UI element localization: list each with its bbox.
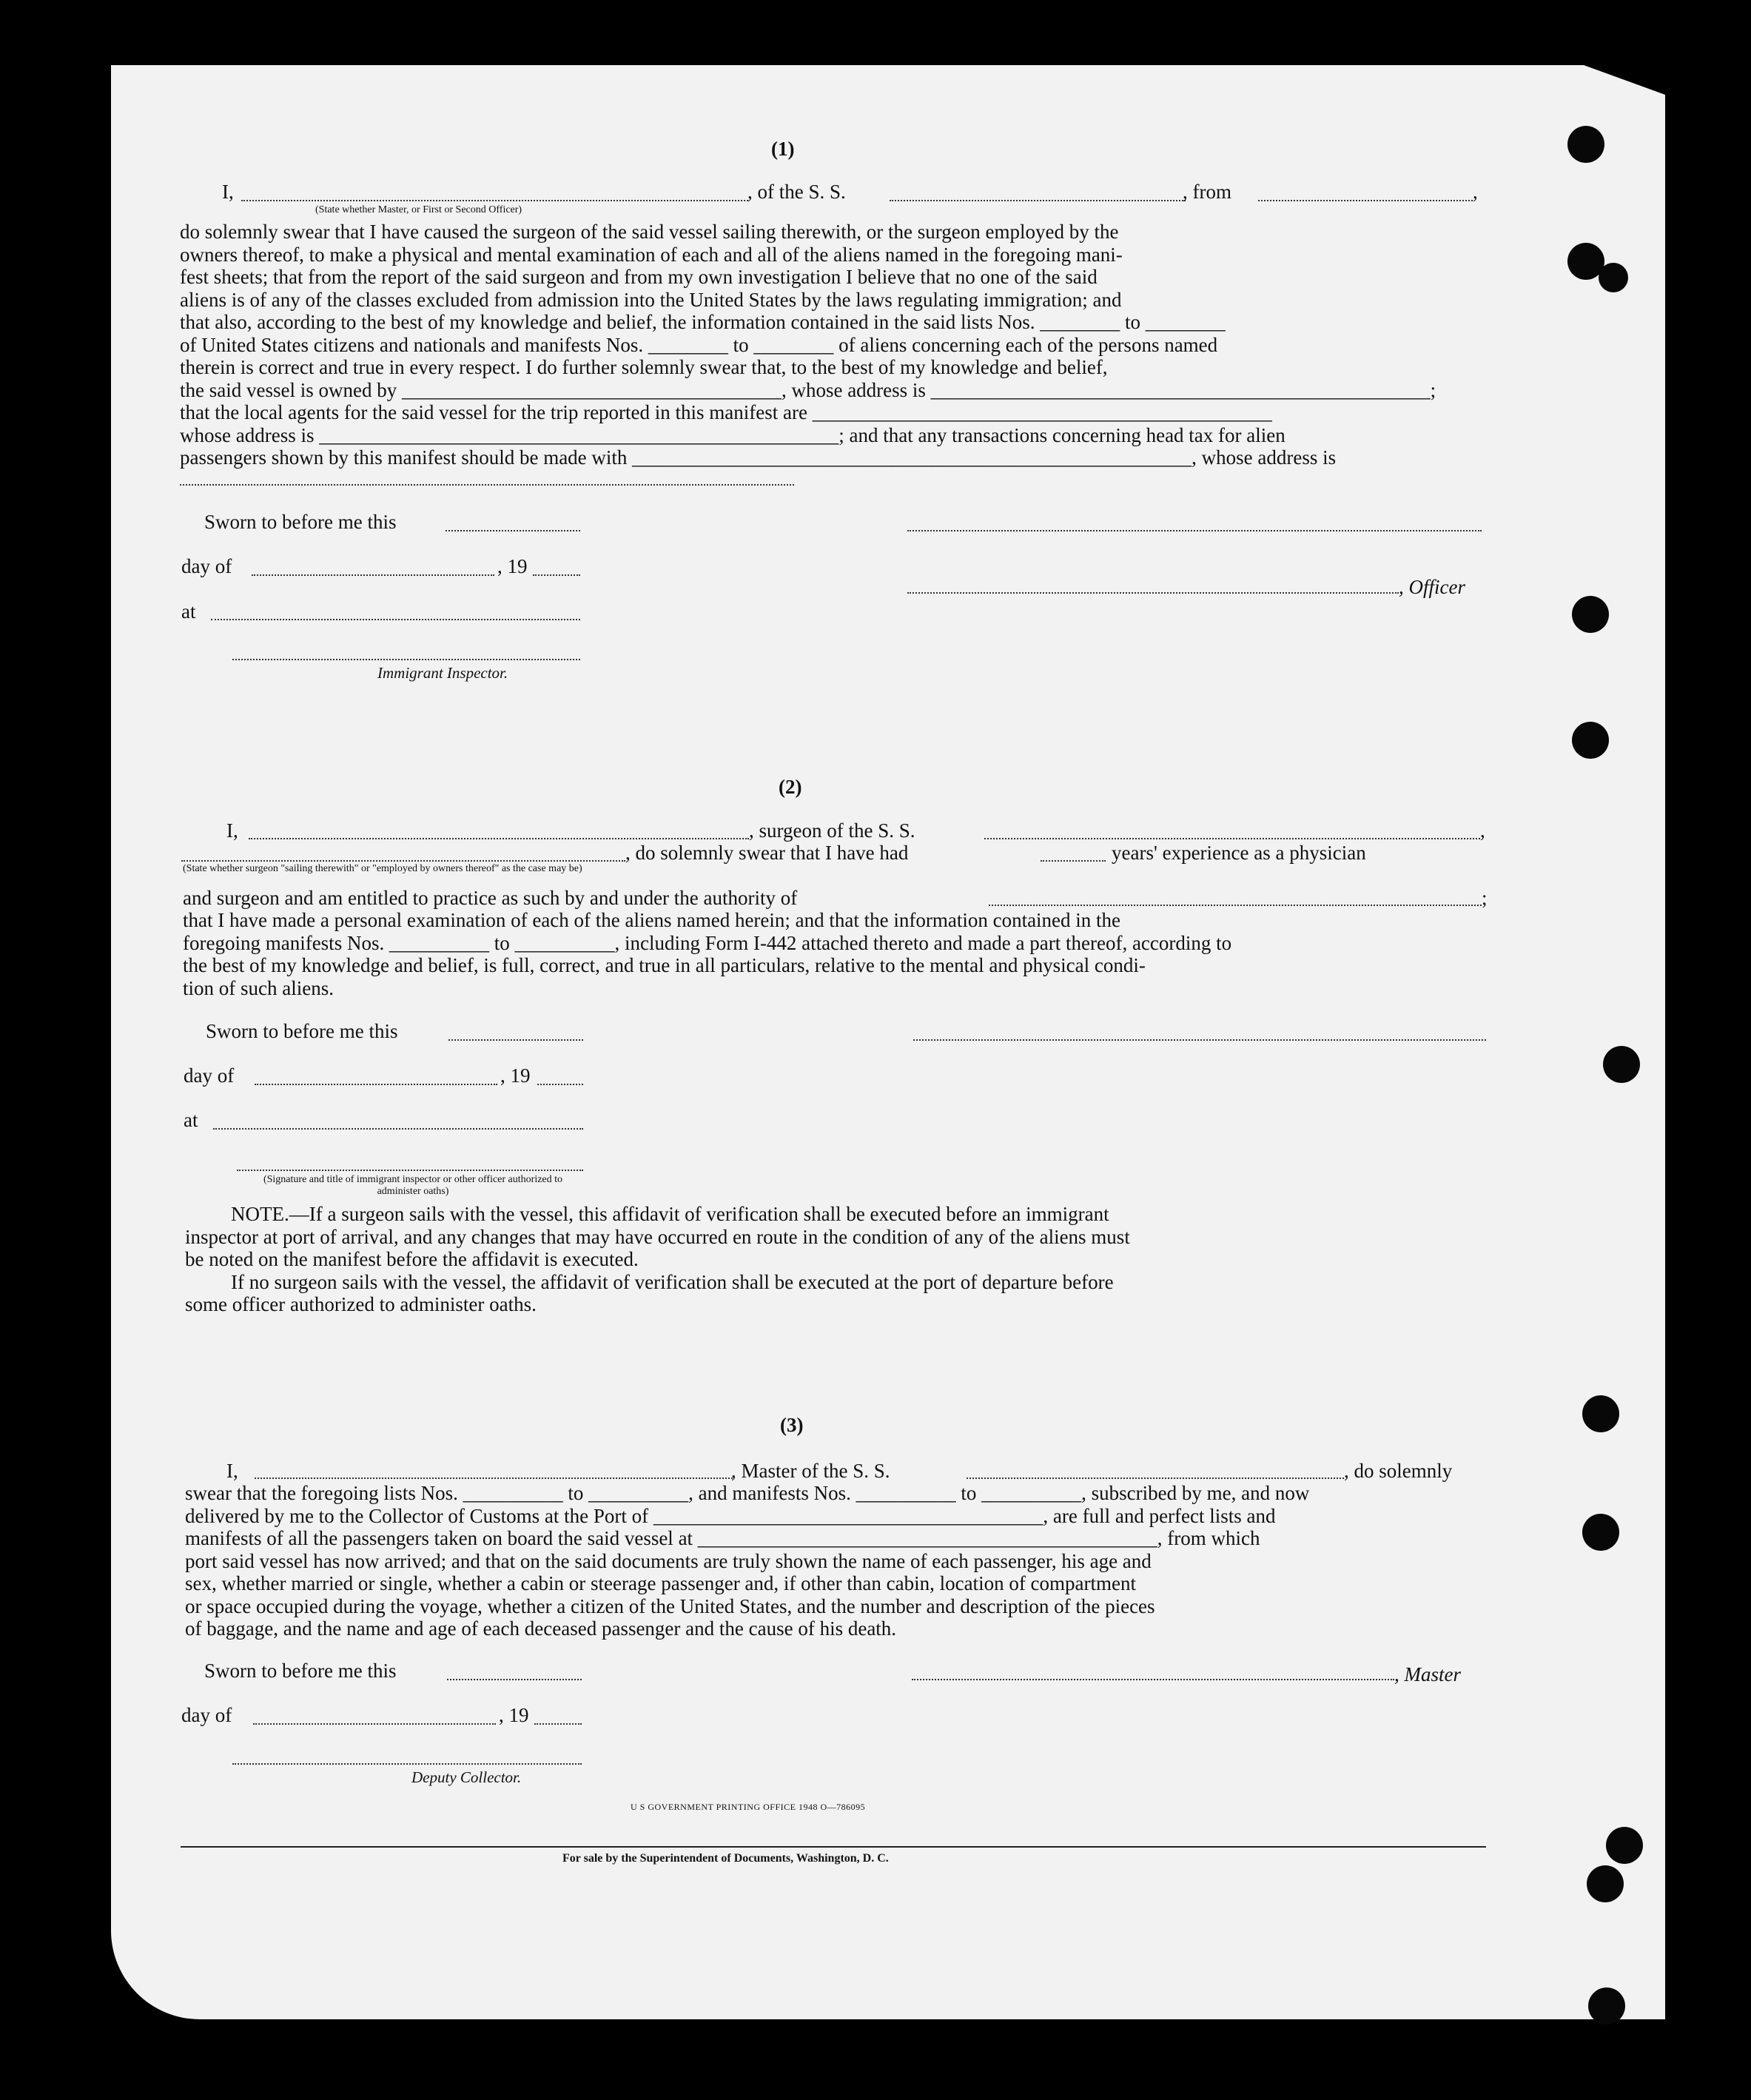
year-field[interactable]: [537, 1084, 583, 1085]
sworn-label: Sworn to before me this: [204, 511, 397, 533]
year-label: , 19: [499, 1704, 529, 1726]
vessel-name-field[interactable]: [890, 200, 1186, 201]
body-line: port said vessel has now arrived; and that on the said documents are truly shown the name of each passenger, his age and: [185, 1549, 1152, 1572]
year-field[interactable]: [534, 1723, 582, 1725]
sworn-label: Sworn to before me this: [206, 1020, 398, 1042]
section-3-end: , do solemnly: [1344, 1460, 1453, 1482]
body-line: sex, whether married or single, whether a cabin or steerage passenger and, if other than cabin, location of compartment: [185, 1572, 1137, 1594]
authority-field[interactable]: [989, 905, 1482, 906]
punch-hole: [1599, 263, 1628, 292]
page-fold: [1584, 65, 1665, 95]
body-line: whose address is ____________________________________________________; and that any transactions concerning head tax for alien: [180, 423, 1285, 446]
at-label: at: [184, 1109, 198, 1131]
section-1-ss: , of the S. S.: [747, 181, 846, 203]
oath-officer-signature-field[interactable]: [237, 1170, 583, 1171]
master-name-field[interactable]: [241, 200, 748, 201]
note-line: inspector at port of arrival, and any changes that may have occurred en route in the condition of any of the aliens must: [185, 1225, 1130, 1248]
signature-caption: (Signature and title of immigrant inspector or other officer authorized to administer oaths): [263, 1174, 563, 1197]
sworn-date-field[interactable]: [447, 1679, 582, 1680]
gpo-imprint: U S GOVERNMENT PRINTING OFFICE 1948 O—786095: [631, 1802, 866, 1812]
body-line: swear that the foregoing lists Nos. __________ to __________, and manifests Nos. __________ to __________, subscribed by me, and now: [185, 1482, 1310, 1504]
punch-hole: [1606, 1827, 1643, 1864]
day-month-field[interactable]: [252, 574, 494, 576]
at-place-field[interactable]: [213, 1128, 583, 1130]
section-3-number: (3): [780, 1414, 804, 1436]
agent-address-continuation-field[interactable]: [180, 484, 794, 486]
deputy-label: Deputy Collector.: [411, 1768, 522, 1786]
master-name-field[interactable]: [255, 1477, 733, 1479]
note-line: If no surgeon sails with the vessel, the affidavit of verification shall be executed at the port of departure before: [231, 1270, 1114, 1293]
inspector-label: Immigrant Inspector.: [377, 664, 508, 682]
from-port-field[interactable]: [1258, 200, 1473, 201]
note-label: NOTE.: [231, 1203, 289, 1225]
officer-title-field[interactable]: [907, 592, 1399, 594]
note-line: [185, 1203, 1488, 1226]
section-3-master: , Master of the S. S.: [731, 1460, 890, 1482]
at-label: at: [181, 600, 196, 623]
body-line: passengers shown by this manifest should be made with ________________________________________________________, whose address is: [180, 446, 1337, 469]
body-line: of United States citizens and nationals and manifests Nos. ________ to ________ of aliens concerning each of the persons named: [180, 333, 1218, 356]
body-line: of baggage, and the name and age of each deceased passenger and the cause of his death.: [185, 1617, 897, 1640]
body-line: foregoing manifests Nos. __________ to __________, including Form I-442 attached thereto and made a part thereof, according to: [183, 931, 1232, 954]
punch-hole: [1603, 1046, 1640, 1083]
note-line: be noted on the manifest before the affidavit is executed.: [185, 1248, 639, 1270]
body-line: that also, according to the best of my knowledge and belief, the information contained in the said lists Nos. ________ to ________: [180, 311, 1226, 333]
punch-hole: [1588, 1987, 1625, 2024]
note-line: some officer authorized to administer oaths.: [185, 1293, 537, 1315]
section-2-i: I,: [226, 819, 238, 842]
year-label: , 19: [497, 555, 528, 577]
section-2-caption: (State whether surgeon "sailing therewith" or "employed by owners thereof" as the case may be): [183, 863, 582, 874]
section-2-body: [183, 909, 1487, 999]
section-2-years: years' experience as a physician: [1112, 842, 1366, 864]
surgeon-name-field[interactable]: [249, 838, 749, 839]
years-field[interactable]: [1041, 860, 1106, 862]
body-line: owners thereof, to make a physical and mental examination of each and all of the aliens named in the foregoing mani-: [180, 243, 1123, 266]
body-line: tion of such aliens.: [183, 976, 334, 999]
body-line: aliens is of any of the classes excluded from admission into the United States by the laws regulating immigration; and: [180, 288, 1122, 311]
section-2-authority-end: ;: [1482, 887, 1488, 909]
punch-hole: [1587, 1865, 1624, 1902]
body-line: therein is correct and true in every respect. I do further solemnly swear that, to the best of my knowledge and belief,: [180, 356, 1108, 378]
body-line: or space occupied during the voyage, whether a citizen of the United States, and the number and description of the pieces: [185, 1594, 1155, 1617]
surgeon-signature-field[interactable]: [913, 1039, 1486, 1041]
body-line: do solemnly swear that I have caused the surgeon of the said vessel sailing therewith, or the surgeon employed by the: [180, 221, 1119, 243]
footer-sale-line: For sale by the Superintendent of Documents, Washington, D. C.: [562, 1852, 889, 1865]
punch-hole: [1572, 596, 1609, 633]
day-of-label: day of: [184, 1064, 235, 1087]
at-place-field[interactable]: [211, 619, 580, 620]
section-1-i: I,: [222, 181, 234, 203]
punch-hole: [1582, 1395, 1619, 1432]
section-1-body: [180, 221, 1482, 469]
body-line: fest sheets; that from the report of the said surgeon and from my own investigation I believe that no one of the said: [180, 266, 1098, 288]
section-2-authority: and surgeon and am entitled to practice as such by and under the authority of: [183, 887, 798, 909]
sworn-date-field[interactable]: [446, 530, 580, 531]
body-line: that the local agents for the said vessel for the trip reported in this manifest are ______________________________________________: [180, 401, 1272, 423]
footer-rule: [181, 1846, 1486, 1848]
day-of-label: day of: [181, 555, 232, 577]
section-3-i: I,: [226, 1460, 238, 1482]
year-field[interactable]: [533, 574, 580, 576]
section-2-swear: , do solemnly swear that I have had: [625, 842, 909, 864]
section-2-end: ,: [1480, 819, 1485, 842]
body-line: that I have made a personal examination of each of the aliens named herein; and that the information contained in the: [183, 909, 1121, 931]
body-line: the best of my knowledge and belief, is full, correct, and true in all particulars, relative to the mental and physical condi-: [183, 954, 1146, 976]
officer-label: , Officer: [1399, 576, 1465, 598]
surgeon-vessel-field[interactable]: [984, 838, 1480, 839]
note-text: —If a surgeon sails with the vessel, this affidavit of verification shall be executed before an immigrant: [289, 1203, 1109, 1225]
surgeon-status-field[interactable]: [181, 860, 625, 862]
body-line: delivered by me to the Collector of Customs at the Port of _______________________________________, are full and perfect lists and: [185, 1504, 1276, 1527]
year-label: , 19: [500, 1064, 531, 1087]
punch-hole: [1582, 1514, 1619, 1551]
master-signature-field[interactable]: [912, 1679, 1394, 1680]
deputy-signature-field[interactable]: [232, 1763, 582, 1765]
body-line: manifests of all the passengers taken on board the said vessel at ______________________________________________, from which: [185, 1527, 1260, 1549]
sworn-label: Sworn to before me this: [204, 1660, 397, 1682]
section-1-from: , from: [1183, 181, 1231, 203]
inspector-signature-field[interactable]: [232, 659, 580, 660]
master-vessel-field[interactable]: [967, 1477, 1344, 1479]
officer-signature-field[interactable]: [907, 530, 1482, 531]
section-1-number: (1): [771, 138, 795, 160]
day-of-label: day of: [181, 1704, 232, 1726]
section-2-surgeon: , surgeon of the S. S.: [749, 819, 915, 842]
sworn-date-field[interactable]: [448, 1039, 583, 1041]
punch-hole: [1572, 722, 1609, 759]
note-block: [185, 1203, 1488, 1316]
section-1-caption: (State whether Master, or First or Second Officer): [315, 204, 522, 215]
section-1-end: ,: [1473, 181, 1478, 203]
day-month-field[interactable]: [253, 1723, 496, 1725]
section-3-body: [185, 1482, 1488, 1640]
day-month-field[interactable]: [255, 1084, 497, 1085]
body-line: the said vessel is owned by ______________________________________, whose address is __________________________________________________;: [180, 378, 1436, 401]
section-2-number: (2): [779, 776, 802, 798]
punch-hole: [1567, 126, 1604, 163]
master-label: , Master: [1394, 1663, 1461, 1685]
